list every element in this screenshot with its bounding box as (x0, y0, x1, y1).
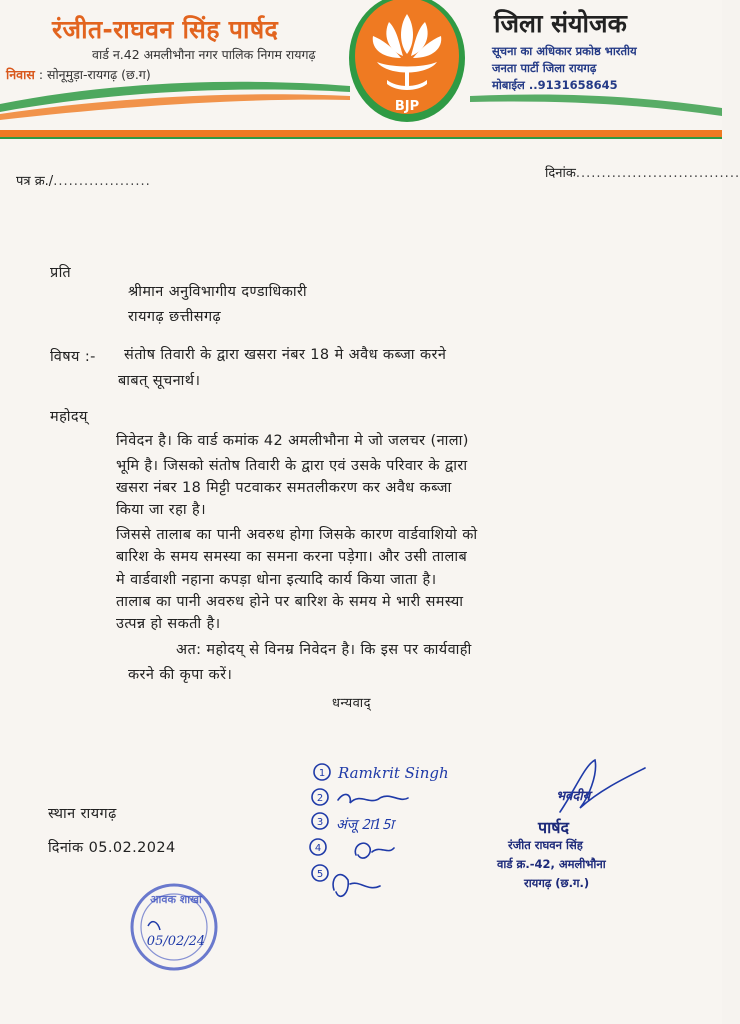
body-line: भूमि है। जिसको संतोष तिवारी के द्वारा एवं उसके परिवार के द्वारा (116, 458, 468, 474)
signature-number: 2 (316, 793, 324, 804)
place-text: स्थान रायगढ़ (48, 806, 117, 822)
body-line: निवेदन है। कि वार्ड कमांक 42 अमलीभौना मे जो जलचर (नाला) (116, 433, 469, 449)
logo-text: BJP (394, 99, 420, 114)
letterhead-orange-bar (0, 130, 722, 140)
signature-number: 3 (316, 817, 324, 828)
body-line: बारिश के समय समस्या का समना करना पड़ेगा। और उसी तालाब (116, 549, 468, 565)
letterhead-org-line2: जनता पार्टी जिला रायगढ़ (492, 61, 597, 75)
body-line: किया जा रहा है। (116, 502, 206, 518)
letterhead-designation: जिला संयोजक (494, 9, 627, 38)
signature-number: 4 (314, 843, 322, 854)
thanks-text: धन्यवाद् (332, 696, 371, 711)
stamp-handwriting: 05/02/24 (146, 934, 206, 949)
stamp-initials (148, 922, 160, 930)
salutation: महोदय् (50, 409, 88, 425)
signature-3-text: अंजू 2ा15ा (336, 817, 394, 833)
seal-name: रंजीत राघवन सिंह (508, 838, 583, 852)
signature-2 (338, 794, 408, 803)
subject-line2: बाबत् सूचनार्थ। (118, 373, 201, 389)
body-line: मे वार्डवाशी नहाना कपड़ा धोना इत्यादि कार्य किया जाता है। (116, 572, 437, 588)
footer-date: दिनांक 05.02.2024 (48, 840, 176, 856)
letterhead-mobile: मोबाईल ..9131658645 (492, 78, 618, 92)
recipient-line1: श्रीमान अनुविभागीय दण्डाधिकारी (128, 284, 308, 300)
letter-date (545, 163, 740, 181)
bjp-lotus-logo (347, 0, 467, 126)
inward-stamp (132, 885, 216, 969)
seal-ward: वार्ड क्र.-42, अमलीभौना (497, 857, 606, 871)
subject-line1: संतोष तिवारी के द्वारा खसरा नंबर 18 मे अवैध कब्जा करने (124, 347, 447, 363)
signature-number: 5 (316, 869, 324, 880)
letterhead (0, 0, 722, 150)
letter-date-label: दिनांक (545, 166, 576, 181)
letter-number-label: पत्र क्र./ (16, 174, 54, 189)
seal-city: रायगढ़ (छ.ग.) (524, 876, 590, 890)
signature-number-circle (310, 839, 326, 855)
body-line: अत: महोदय् से विनम्र निवेदन है। कि इस पर कार्यवाही (176, 642, 472, 658)
signature-1-name: Ramkrit Singh (338, 764, 449, 782)
letterhead-address (6, 66, 151, 83)
bhavdiy-handwritten: भवदीय (556, 789, 591, 804)
subject-label: विषय :- (50, 349, 96, 365)
letterhead-right-block (492, 6, 717, 94)
address-value: : सोनूमुड़ा-रायगढ़ (छ.ग) (38, 67, 151, 82)
body-line: जिससे तालाब का पानी अवरुध होगा जिसके कारण वार्डवाशियो को (116, 527, 478, 543)
signature-number-circle (314, 764, 330, 780)
seal-title: पार्षद (538, 818, 569, 837)
letter-number-dots: ................... (53, 174, 151, 189)
letterhead-org-line1: सूचना का अधिकार प्रकोष्ठ भारतीय (492, 44, 637, 58)
signature-number-circle (312, 865, 328, 881)
body-line: उत्पन्न हो सकती है। (116, 616, 221, 632)
body-line: खसरा नंबर 18 मिट्टी पटवाकर समतलीकरण कर अवैध कब्जा (116, 480, 452, 496)
recipient-prefix: प्रति (50, 265, 72, 281)
signature-number: 1 (318, 768, 326, 779)
letterhead-name: रंजीत-राघवन सिंह पार्षद (52, 15, 279, 44)
letter-date-dots: ................................ (575, 166, 740, 181)
body-line: तालाब का पानी अवरुध होने पर बारिश के समय मे भारी समस्या (116, 594, 464, 610)
letter-number (16, 171, 151, 189)
signature-number-circle (312, 789, 328, 805)
recipient-line2: रायगढ़ छत्तीसगढ़ (128, 309, 222, 325)
signature-4 (355, 843, 394, 858)
body-line: करने की कृपा करें। (128, 667, 233, 683)
stamp-text: आवक शाखा (150, 893, 202, 906)
letterhead-ward: वार्ड न.42 अमलीभौना नगर पालिक निगम रायगढ़ (92, 47, 316, 62)
address-label: निवास (6, 67, 35, 82)
signature-number-circle (312, 813, 328, 829)
signature-5 (333, 875, 380, 897)
